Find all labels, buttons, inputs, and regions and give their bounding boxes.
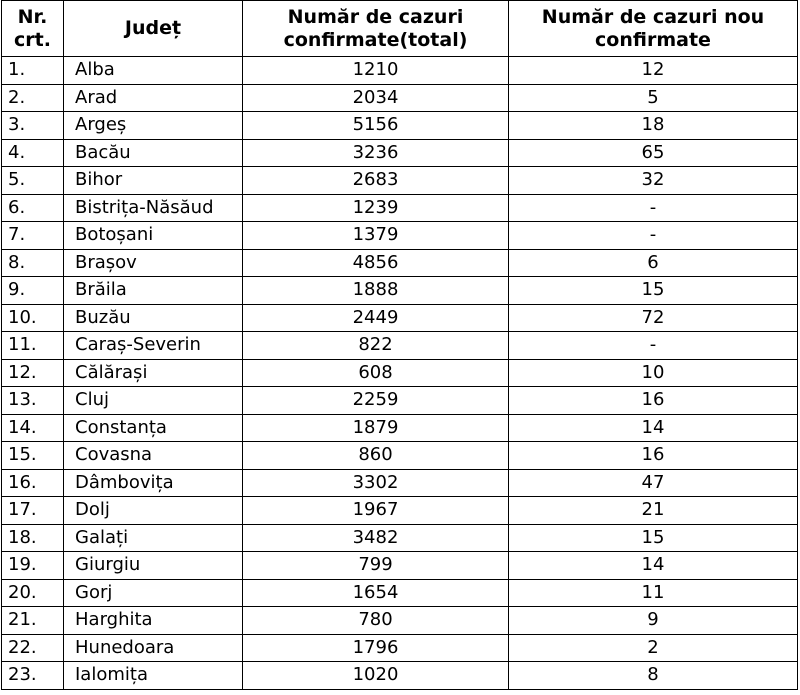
header-row (2, 1, 798, 57)
table-row (2, 277, 798, 305)
row-number: 1. (2, 57, 64, 85)
row-number: 15. (2, 442, 64, 470)
total-cases: 3236 (243, 139, 509, 167)
county-name: Dâmbovița (64, 469, 243, 497)
covid-cases-table (1, 0, 798, 690)
row-number: 18. (2, 524, 64, 552)
row-number: 4. (2, 139, 64, 167)
new-cases: 72 (509, 304, 798, 332)
county-name: Galați (64, 524, 243, 552)
row-number: 12. (2, 359, 64, 387)
table-row (2, 442, 798, 470)
new-cases: 47 (509, 469, 798, 497)
new-cases: - (509, 222, 798, 250)
table-row (2, 579, 798, 607)
total-cases: 1239 (243, 194, 509, 222)
total-cases: 5156 (243, 112, 509, 140)
total-cases: 1888 (243, 277, 509, 305)
total-cases: 1379 (243, 222, 509, 250)
new-cases: 16 (509, 442, 798, 470)
total-cases: 860 (243, 442, 509, 470)
county-name: Gorj (64, 579, 243, 607)
row-number: 6. (2, 194, 64, 222)
new-cases: - (509, 332, 798, 360)
table-row (2, 332, 798, 360)
row-number: 23. (2, 662, 64, 690)
county-name: Covasna (64, 442, 243, 470)
total-cases: 1967 (243, 497, 509, 525)
table-row (2, 112, 798, 140)
table-row (2, 304, 798, 332)
new-cases: 9 (509, 607, 798, 635)
county-name: Dolj (64, 497, 243, 525)
new-cases: 18 (509, 112, 798, 140)
new-cases: 10 (509, 359, 798, 387)
header-total-cases: Număr de cazuri confirmate(total) (243, 1, 509, 57)
row-number: 16. (2, 469, 64, 497)
table-row (2, 552, 798, 580)
new-cases: - (509, 194, 798, 222)
new-cases: 32 (509, 167, 798, 195)
total-cases: 608 (243, 359, 509, 387)
county-name: Brașov (64, 249, 243, 277)
table-body (2, 57, 798, 690)
new-cases: 8 (509, 662, 798, 690)
table-row (2, 167, 798, 195)
total-cases: 780 (243, 607, 509, 635)
row-number: 20. (2, 579, 64, 607)
table-row (2, 359, 798, 387)
county-name: Arad (64, 84, 243, 112)
row-number: 14. (2, 414, 64, 442)
table-row (2, 194, 798, 222)
total-cases: 1210 (243, 57, 509, 85)
row-number: 7. (2, 222, 64, 250)
county-name: Buzău (64, 304, 243, 332)
table-row (2, 249, 798, 277)
new-cases: 15 (509, 524, 798, 552)
table-row (2, 497, 798, 525)
table-row (2, 84, 798, 112)
new-cases: 14 (509, 552, 798, 580)
row-number: 13. (2, 387, 64, 415)
table-row (2, 524, 798, 552)
row-number: 19. (2, 552, 64, 580)
county-name: Călărași (64, 359, 243, 387)
total-cases: 1020 (243, 662, 509, 690)
table-row (2, 222, 798, 250)
new-cases: 21 (509, 497, 798, 525)
county-name: Bihor (64, 167, 243, 195)
total-cases: 2034 (243, 84, 509, 112)
total-cases: 3482 (243, 524, 509, 552)
header-county: Județ (64, 1, 243, 57)
header-nr: Nr. crt. (2, 1, 64, 57)
total-cases: 799 (243, 552, 509, 580)
row-number: 2. (2, 84, 64, 112)
total-cases: 2683 (243, 167, 509, 195)
county-name: Argeș (64, 112, 243, 140)
table-row (2, 634, 798, 662)
county-name: Alba (64, 57, 243, 85)
total-cases: 1879 (243, 414, 509, 442)
new-cases: 14 (509, 414, 798, 442)
row-number: 10. (2, 304, 64, 332)
row-number: 3. (2, 112, 64, 140)
county-name: Bistrița-Năsăud (64, 194, 243, 222)
total-cases: 3302 (243, 469, 509, 497)
county-name: Ialomița (64, 662, 243, 690)
new-cases: 15 (509, 277, 798, 305)
new-cases: 5 (509, 84, 798, 112)
row-number: 5. (2, 167, 64, 195)
county-name: Caraș-Severin (64, 332, 243, 360)
total-cases: 2449 (243, 304, 509, 332)
table-row (2, 414, 798, 442)
new-cases: 2 (509, 634, 798, 662)
total-cases: 2259 (243, 387, 509, 415)
total-cases: 1654 (243, 579, 509, 607)
table-row (2, 607, 798, 635)
row-number: 9. (2, 277, 64, 305)
new-cases: 65 (509, 139, 798, 167)
total-cases: 4856 (243, 249, 509, 277)
county-name: Giurgiu (64, 552, 243, 580)
header-new-cases: Număr de cazuri nou confirmate (509, 1, 798, 57)
row-number: 22. (2, 634, 64, 662)
table-row (2, 387, 798, 415)
row-number: 8. (2, 249, 64, 277)
total-cases: 822 (243, 332, 509, 360)
new-cases: 16 (509, 387, 798, 415)
county-name: Brăila (64, 277, 243, 305)
new-cases: 12 (509, 57, 798, 85)
row-number: 17. (2, 497, 64, 525)
county-name: Harghita (64, 607, 243, 635)
county-name: Constanța (64, 414, 243, 442)
new-cases: 6 (509, 249, 798, 277)
table-row (2, 57, 798, 85)
new-cases: 11 (509, 579, 798, 607)
county-name: Cluj (64, 387, 243, 415)
county-name: Hunedoara (64, 634, 243, 662)
row-number: 11. (2, 332, 64, 360)
table-row (2, 469, 798, 497)
county-name: Botoșani (64, 222, 243, 250)
table-row (2, 662, 798, 690)
county-name: Bacău (64, 139, 243, 167)
row-number: 21. (2, 607, 64, 635)
total-cases: 1796 (243, 634, 509, 662)
table-row (2, 139, 798, 167)
